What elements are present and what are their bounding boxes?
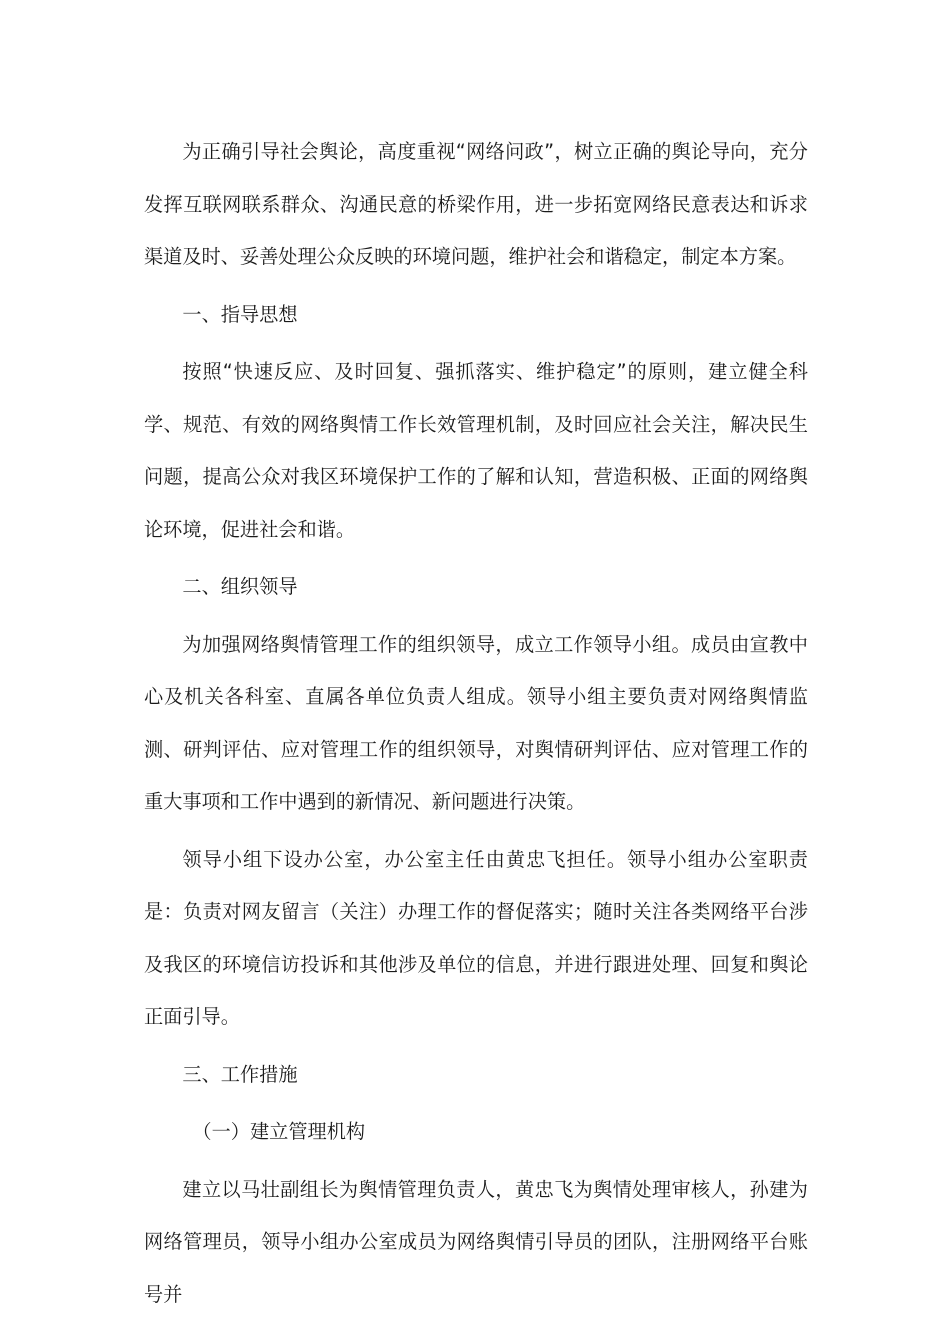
guiding-principle-paragraph: 按照“快速反应、及时回复、强抓落实、维护稳定”的原则，建立健全科学、规范、有效的网络舆情工作长效管理机制，及时回应社会关注，解决民生问题，提高公众对我区环境保护工作的了解和认知，营造积极、正面的网络舆论环境，促进社会和谐。 — [144, 360, 808, 541]
section-heading-measures: 三、工作措施 — [182, 1062, 298, 1086]
organization-paragraph: 为加强网络舆情管理工作的组织领导，成立工作领导小组。成员由宣教中心及机关各科室、直属各单位负责人组成。领导小组主要负责对网络舆情监测、研判评估、应对管理工作的组织领导，对舆情研判评估、应对管理工作的重大事项和工作中遇到的新情况、新问题进行决策。 — [144, 632, 808, 813]
intro-paragraph: 为正确引导社会舆论，高度重视“网络问政”，树立正确的舆论导向，充分发挥互联网联系群众、沟通民意的桥梁作用，进一步拓宽网络民意表达和诉求渠道及时、妥善处理公众反映的环境问题，维护社会和谐稳定，制定本方案。 — [144, 140, 808, 268]
section-heading-organization: 二、组织领导 — [182, 575, 298, 598]
section-heading-guiding-principle: 一、指导思想 — [182, 302, 298, 326]
management-paragraph: 建立以马壮副组长为舆情管理负责人，黄忠飞为舆情处理审核人，孙建为网络管理员，领导小组办公室成员为网络舆情引导员的团队，注册网络平台账号并 — [144, 1177, 808, 1306]
office-paragraph: 领导小组下设办公室，办公室主任由黄忠飞担任。领导小组办公室职责是：负责对网友留言（关注）办理工作的督促落实；随时关注各类网络平台涉及我区的环境信访投诉和其他涉及单位的信息，并进行跟进处理、回复和舆论正面引导。 — [144, 847, 808, 1028]
subsection-heading-management: （一）建立管理机构 — [192, 1120, 366, 1143]
document-body — [144, 126, 808, 1321]
